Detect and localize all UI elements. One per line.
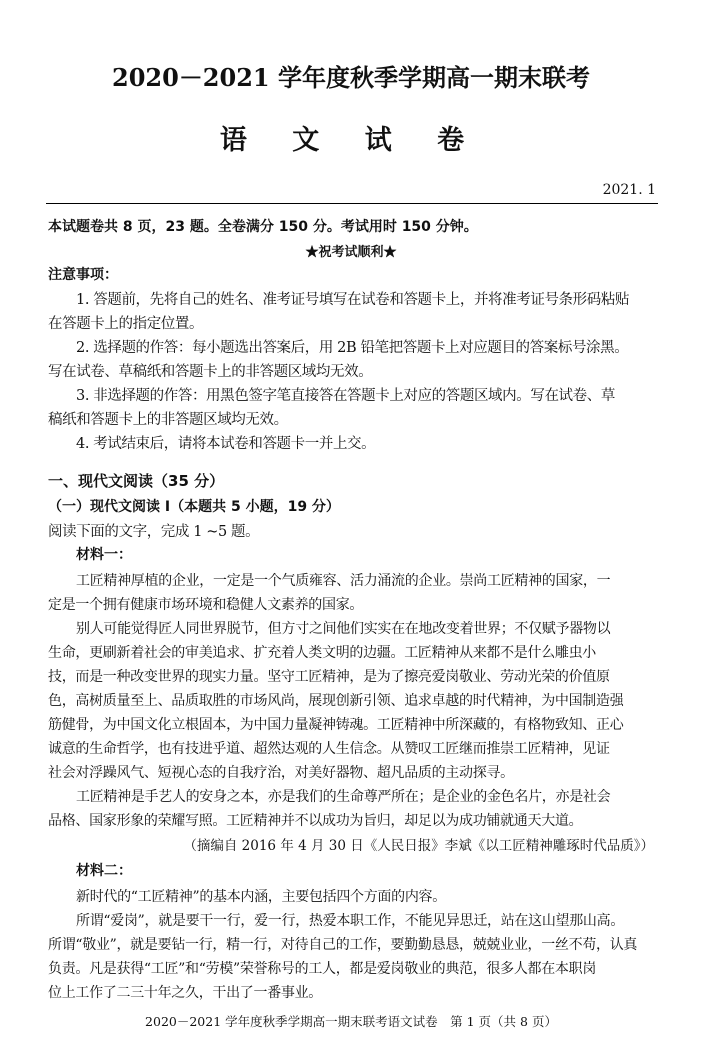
material-1-line: 筋健骨，为中国文化立根固本，为中国力量凝神铸魂。工匠精神中所深藏的，有格物致知、正心 (48, 717, 624, 733)
notice-heading: 注意事项： (48, 267, 118, 283)
notice-line: 写在试卷、草稿纸和答题卡上的非答题区域均无效。 (48, 364, 373, 380)
notice-line: 4. 考试结束后，请将本试卷和答题卡一并上交。 (76, 436, 376, 452)
material-2-line: 新时代的“工匠精神”的基本内涵，主要包括四个方面的内容。 (76, 889, 446, 905)
material-1-line: 生命，更刷新着社会的审美追求、扩充着人类文明的边疆。工匠精神从来都不是什么雕虫小 (48, 645, 596, 661)
material-2-line: 所谓“爱岗”，就是要干一行，爱一行，热爱本职工作，不能见异思迁，站在这山望那山高。 (76, 913, 625, 929)
material-1-line: 诚意的生命哲学，也有技进乎道、超然达观的人生信念。从赞叹工匠继而推崇工匠精神，见证 (48, 741, 610, 757)
material-1-line: 色，高树质量至上、品质取胜的市场风尚，展现创新引领、追求卓越的时代精神，为中国制造强 (48, 693, 624, 709)
good-luck-wish: ★祝考试顺利★ (305, 245, 397, 260)
subsection-heading: （一）现代文阅读 I（本题共 5 小题，19 分） (48, 499, 340, 515)
notice-line: 稿纸和答题卡上的非答题区域均无效。 (48, 412, 288, 428)
notice-line: 1. 答题前，先将自己的姓名、准考证号填写在试卷和答题卡上，并将准考证号条形码粘贴 (76, 292, 630, 308)
subject-title: 语 文 试 卷 (219, 125, 483, 156)
exam-date: 2021. 1 (602, 182, 656, 198)
material-1-line: 社会对浮躁风气、短视心态的自我疗治，对美好器物、超凡品质的主动探寻。 (48, 765, 514, 781)
material-2-line: 负责。凡是获得“工匠”和“劳模”荣誉称号的工人，都是爱岗敬业的典范，很多人都在本职岗 (48, 961, 597, 977)
header-rule (46, 203, 658, 204)
material-2-label: 材料二： (76, 863, 132, 879)
notice-line: 2. 选择题的作答：每小题选出答案后，用 2B 铅笔把答题卡上对应题目的答案标号涂黑。 (76, 340, 629, 356)
material-2-line: 所谓“敬业”，就是要钻一行，精一行，对待自己的工作，要勤勤恳恳，兢兢业业，一丝不苟，认真 (48, 937, 638, 953)
material-1-line: 技，而是一种改变世界的现实力量。坚守工匠精神，是为了擦亮爱岗敬业、劳动光荣的价值原 (48, 669, 610, 685)
material-1-line: 工匠精神是手艺人的安身之本，亦是我们的生命尊严所在；是企业的金色名片，亦是社会 (76, 789, 611, 805)
material-1-line: 定是一个拥有健康市场环境和稳健人文素养的国家。 (48, 597, 364, 613)
section-heading: 一、现代文阅读（35 分） (48, 472, 225, 490)
notice-line: 3. 非选择题的作答：用黑色签字笔直接答在答题卡上对应的答题区域内。写在试卷、草 (76, 388, 615, 404)
material-1-line: 品格、国家形象的荣耀写照。工匠精神并不以成功为旨归，却足以为成功铺就通天大道。 (48, 813, 583, 829)
exam-intro: 本试题卷共 8 页，23 题。全卷满分 150 分。考试用时 150 分钟。 (48, 219, 478, 235)
material-1-label: 材料一： (76, 547, 132, 563)
material-1-source: （摘编自 2016 年 4 月 30 日《人民日报》李斌《以工匠精神雕琢时代品质》） (183, 838, 654, 854)
material-2-line: 位上工作了二三十年之久，干出了一番事业。 (48, 985, 322, 1001)
reading-instruction: 阅读下面的文字，完成 1 ~5 题。 (48, 524, 260, 540)
notice-line: 在答题卡上的指定位置。 (48, 316, 204, 332)
exam-title: 2020－2021 学年度秋季学期高一期末联考 (112, 63, 590, 92)
page-footer: 2020－2021 学年度秋季学期高一期末联考语文试卷 第 1 页（共 8 页） (145, 1014, 557, 1029)
material-1-line: 别人可能觉得匠人同世界脱节，但方寸之间他们实实在在地改变着世界；不仅赋予器物以 (76, 621, 611, 637)
material-1-line: 工匠精神厚植的企业，一定是一个气质雍容、活力涌流的企业。崇尚工匠精神的国家，一 (76, 573, 611, 589)
